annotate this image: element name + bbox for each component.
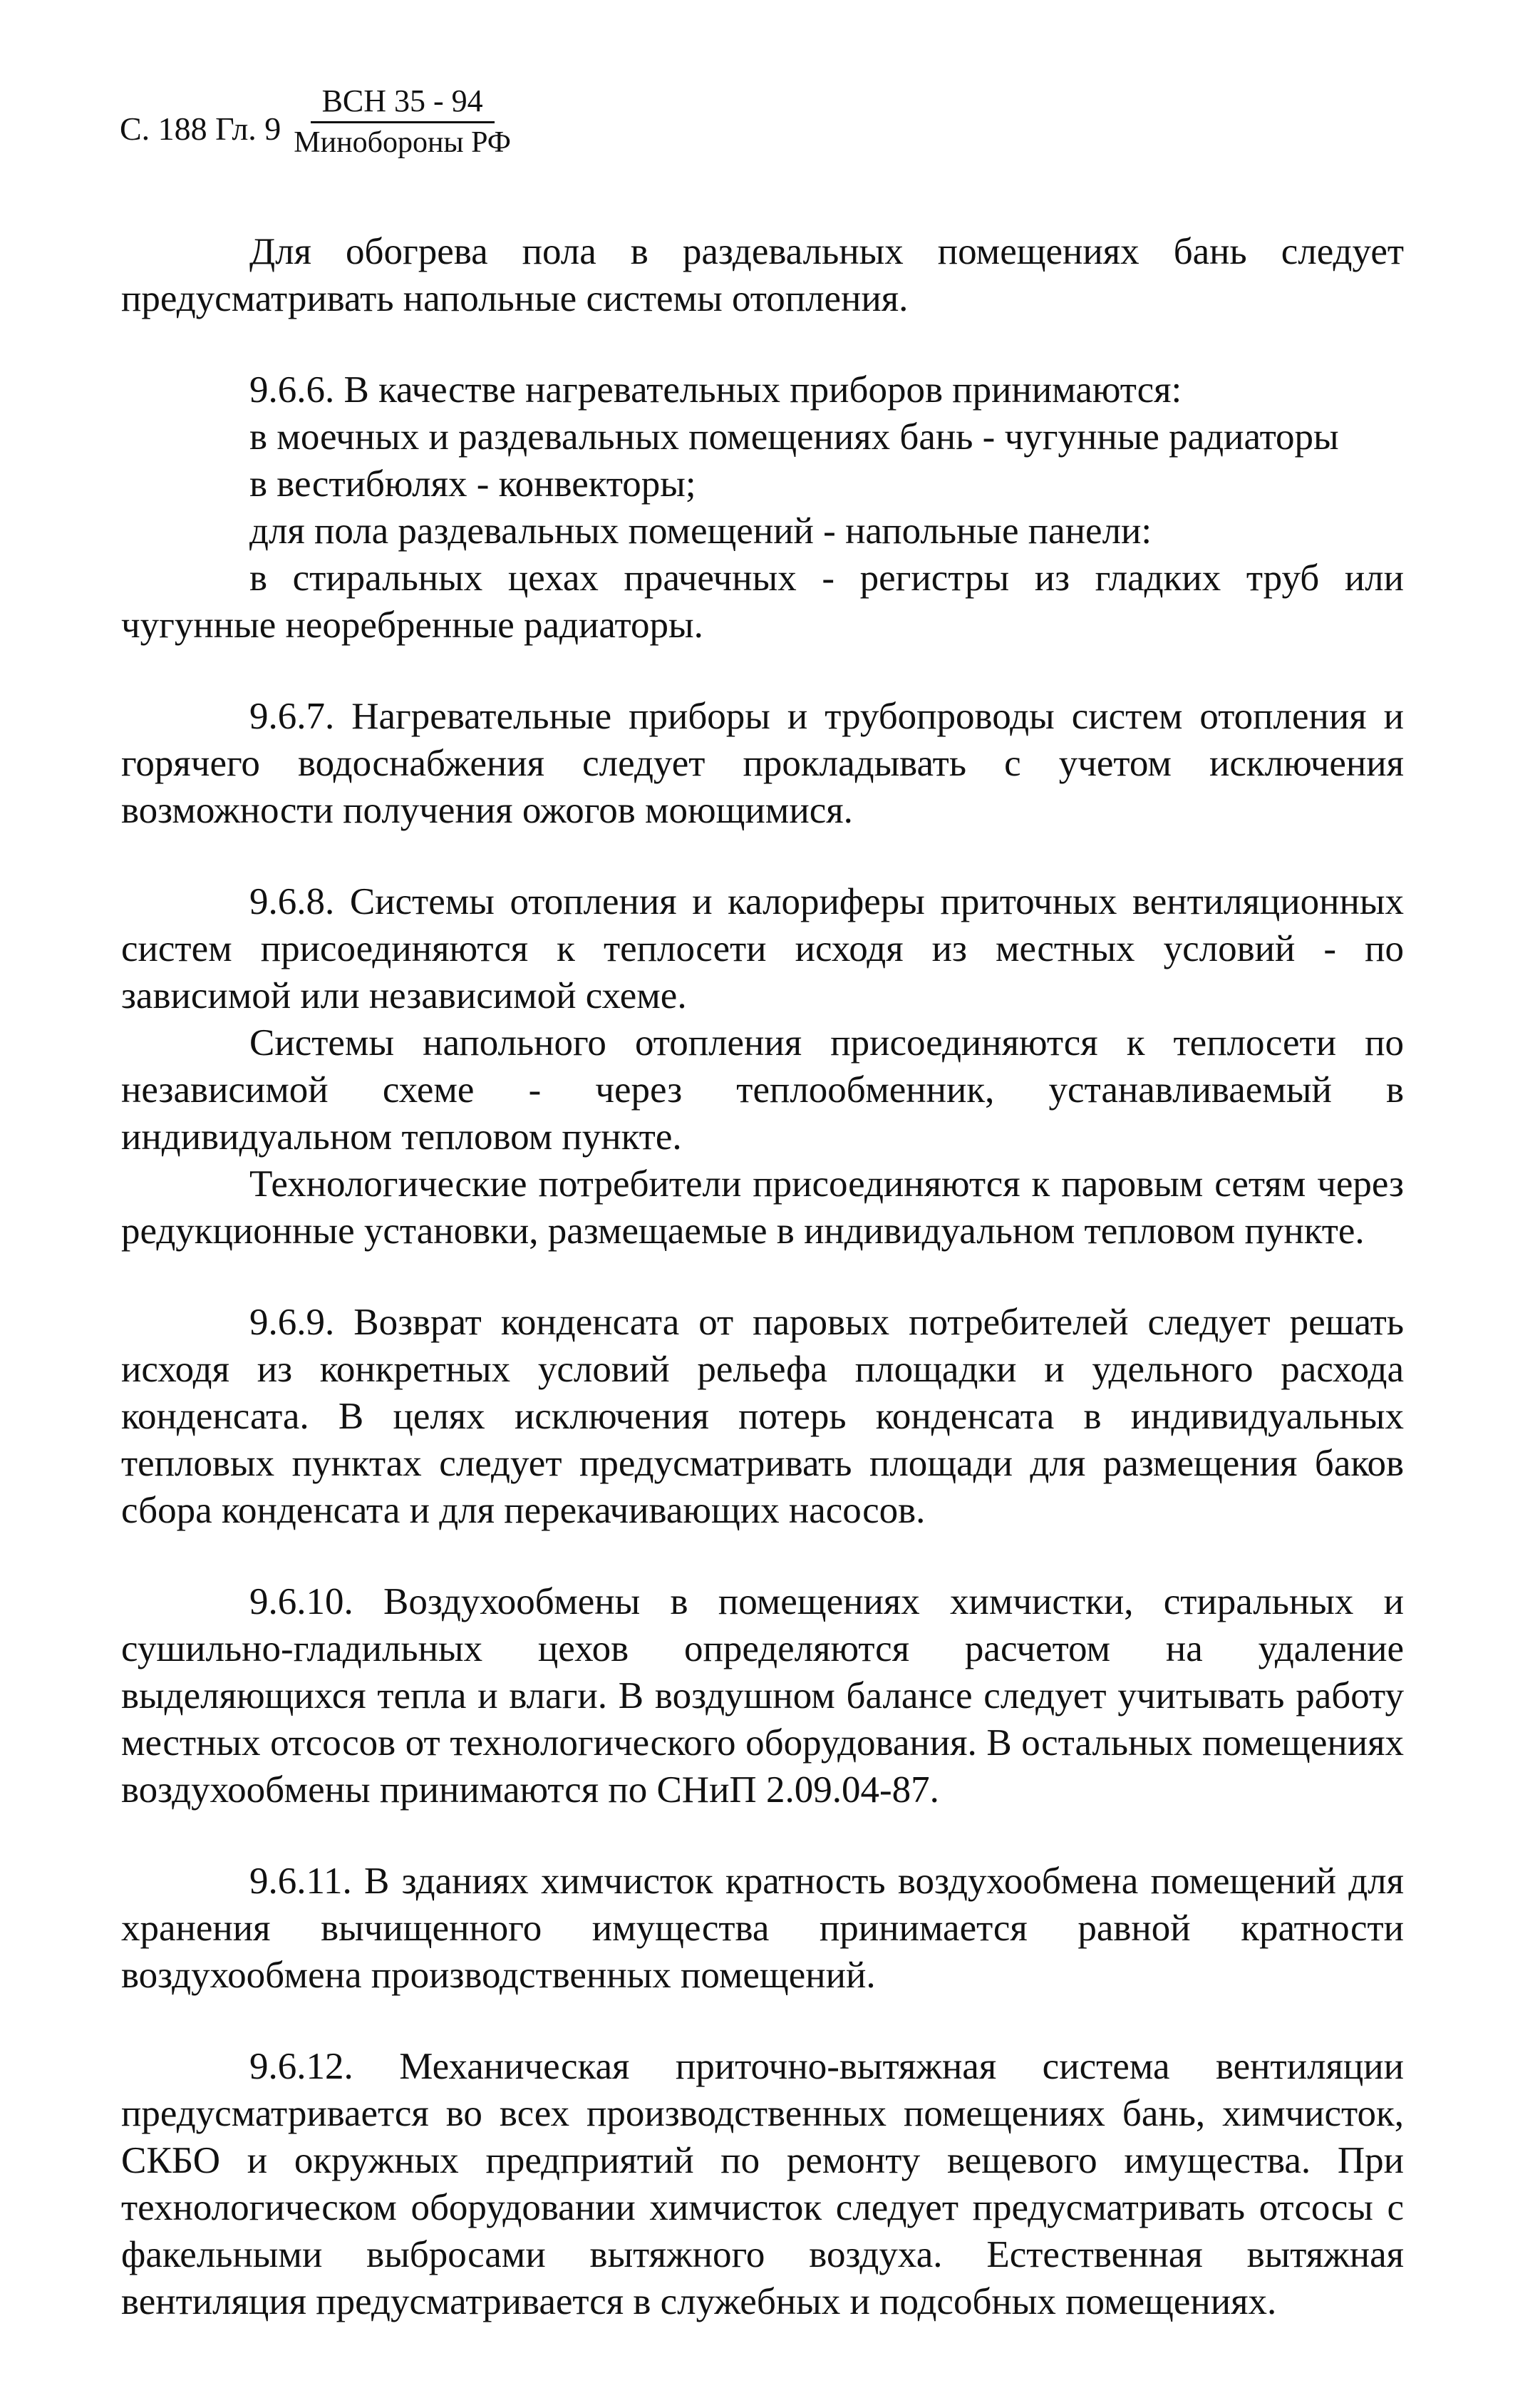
document-body: [121, 228, 1404, 2325]
clause-9-6-9: 9.6.9. Возврат конденсата от паровых потребителей следует решать исходя из конкретных условий рельефа площадки и удельного расхода конденсата. В целях исключения потерь конденсата в индивидуальных тепловых пунктах следует предусматривать площади для размещения баков сбора конденсата и для перекачивающих насосов.: [121, 1302, 1404, 1531]
list-item-washing-rooms: в моечных и раздевальных помещениях бань - чугунные радиаторы: [249, 416, 1339, 458]
paragraph-floor-systems: Системы напольного отопления присоединяются к теплосети по независимой схеме - через теплообменник, устанавливаемый в индивидуальном тепловом пункте.: [121, 1022, 1404, 1158]
clause-9-6-10: 9.6.10. Воздухообмены в помещениях химчистки, стиральных и сушильно-гладильных цехов определяются расчетом на удаление выделяющихся тепла и влаги. В воздушном балансе следует учитывать работу местных отсосов от технологического оборудования. В остальных помещениях воздухообмены принимаются по СНиП 2.09.04-87.: [121, 1581, 1404, 1811]
document-code: ВСН 35 - 94: [311, 86, 495, 123]
clause-9-6-11: 9.6.11. В зданиях химчисток кратность воздухообмена помещений для хранения вычищенного имущества принимается равной кратности воздухообмена производственных помещений.: [121, 1860, 1404, 1996]
list-item-vestibules: в вестибюлях - конвекторы;: [249, 463, 696, 505]
page-reference: С. 188 Гл. 9: [120, 110, 281, 147]
list-item-floor-panels: для пола раздевальных помещений - напольные панели:: [249, 510, 1152, 552]
page-header: [120, 83, 511, 159]
list-item-laundry: в стиральных цехах прачечных - регистры из гладких труб или чугунные неоребренные радиаторы.: [121, 557, 1404, 646]
paragraph-steam-consumers: Технологические потребители присоединяются к паровым сетям через редукционные установки, размещаемые в индивидуальном тепловом пункте.: [121, 1163, 1404, 1252]
clause-9-6-12: 9.6.12. Механическая приточно-вытяжная система вентиляции предусматривается во всех производственных помещениях бань, химчисток, СКБО и окружных предприятий по ремонту вещевого имущества. При технологическом оборудовании химчисток следует предусматривать отсосы с факельными выбросами вытяжного воздуха. Естественная вытяжная вентиляция предусматривается в служебных и подсобных помещениях.: [121, 2046, 1404, 2322]
document-code-fraction: [294, 83, 511, 159]
clause-9-6-7: 9.6.7. Нагревательные приборы и трубопроводы систем отопления и горячего водоснабжения следует прокладывать с учетом исключения возможности получения ожогов моющимися.: [121, 696, 1404, 831]
clause-9-6-8: 9.6.8. Системы отопления и калориферы приточных вентиляционных систем присоединяются к теплосети исходя из местных условий - по зависимой или независимой схеме.: [121, 881, 1404, 1016]
document-issuer: Минобороны РФ: [294, 126, 511, 159]
clause-9-6-6: 9.6.6. В качестве нагревательных приборов принимаются:: [249, 369, 1182, 411]
paragraph-floor-heating: Для обогрева пола в раздевальных помещениях бань следует предусматривать напольные системы отопления.: [121, 231, 1404, 319]
